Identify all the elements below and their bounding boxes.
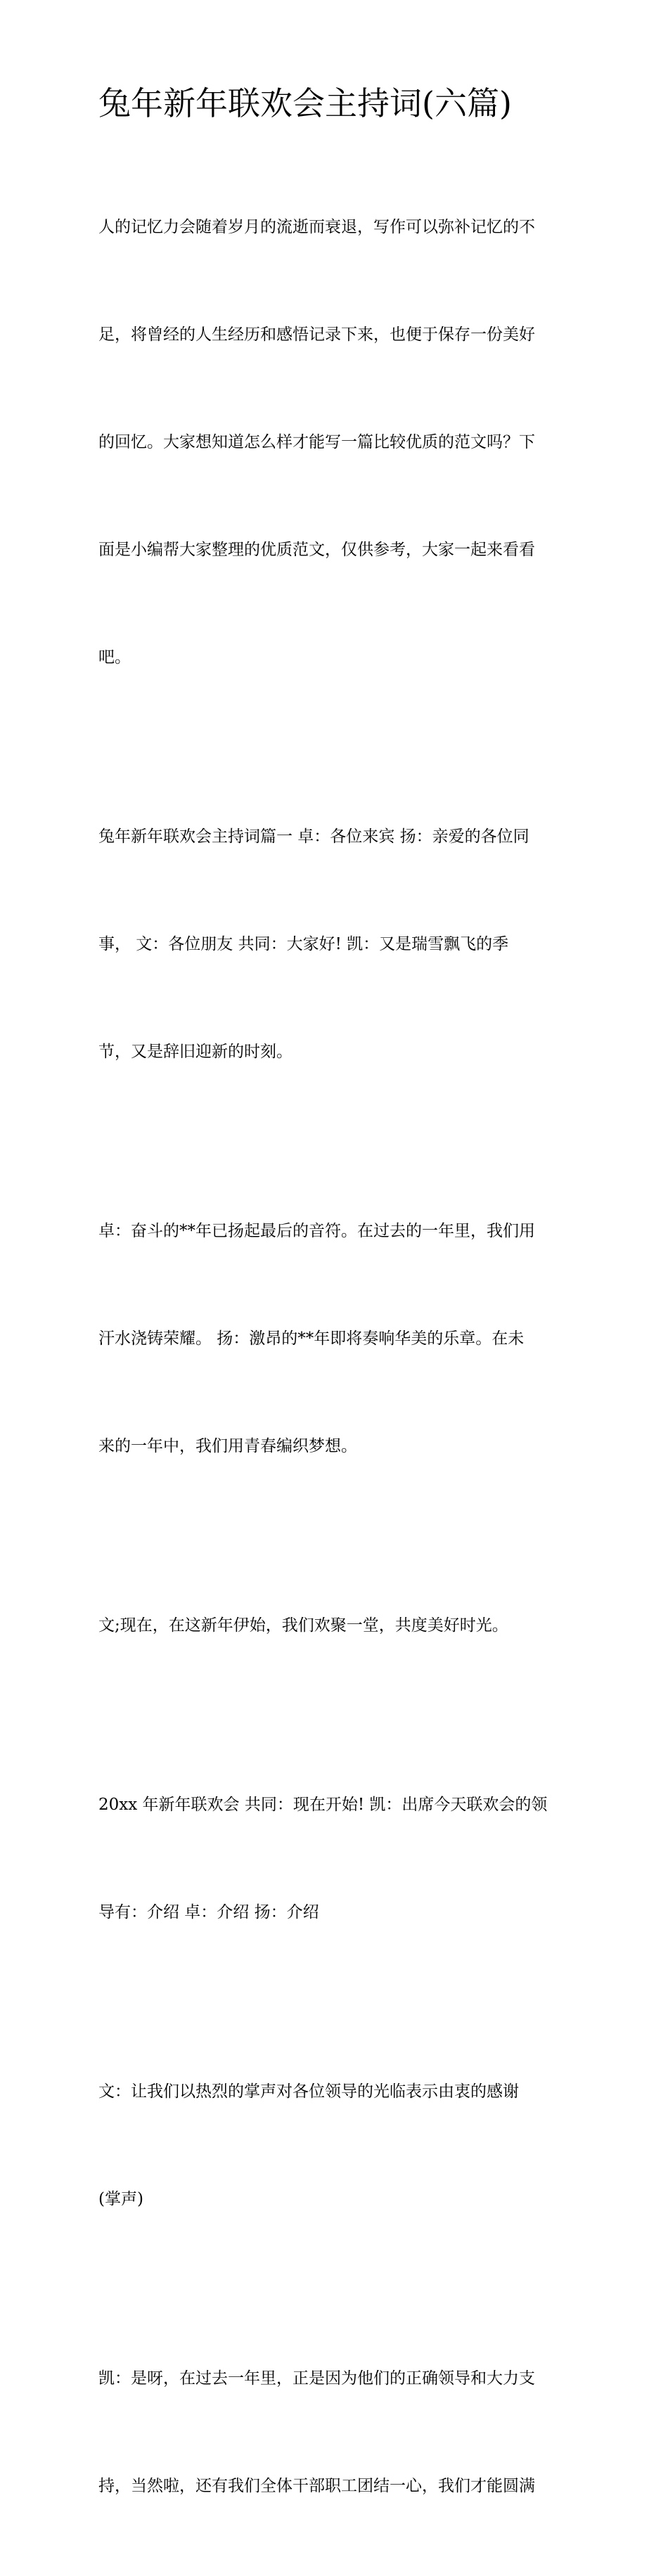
text-line: 节，又是辞旧迎新的时刻。 (98, 1043, 293, 1061)
text-line: 文：让我们以热烈的掌声对各位领导的光临表示由衷的感谢 (98, 2082, 519, 2101)
text-line: 汗水浇铸荣耀。 扬：激昂的**年即将奏响华美的乐章。在未 (98, 1329, 525, 1348)
paragraph-opening (98, 747, 577, 1142)
text-line: 足，将曾经的人生经历和感悟记录下来，也便于保存一份美好 (98, 326, 535, 344)
document-title: 兔年新年联欢会主持词(六篇) (98, 84, 512, 122)
text-line: 文;现在，在这新年伊始，我们欢聚一堂，共度美好时光。 (98, 1616, 508, 1635)
document-body (98, 138, 577, 2576)
text-line: 面是小编帮大家整理的优质范文，仅供参考，大家一起来看看 (98, 541, 535, 559)
text-line: 来的一年中，我们用青春编织梦想。 (98, 1437, 357, 1455)
text-line: 卓：奋斗的**年已扬起最后的音符。在过去的一年里，我们用 (98, 1222, 535, 1240)
paragraph-start (98, 1715, 577, 2002)
paragraph-intro (98, 138, 577, 747)
text-line: 吧。 (98, 648, 131, 666)
text-line: 导有：介绍 卓：介绍 扬：介绍 (98, 1903, 319, 1921)
text-line: 20xx 年新年联欢会 共同：现在开始! 凯：出席今天联欢会的领 (98, 1796, 548, 1814)
paragraph-wen (98, 1536, 577, 1715)
paragraph-thanks (98, 2002, 577, 2289)
paragraph-kai (98, 2289, 577, 2576)
text-line: 兔年新年联欢会主持词篇一 卓：各位来宾 扬：亲爱的各位同 (98, 827, 529, 846)
text-line: (掌声) (98, 2190, 143, 2208)
paragraph-zhuo-yang (98, 1142, 577, 1536)
text-line: 事， 文：各位朋友 共同：大家好! 凯：又是瑞雪飘飞的季 (98, 935, 509, 953)
text-line: 人的记忆力会随着岁月的流逝而衰退，写作可以弥补记忆的不 (98, 218, 535, 236)
text-line: 的回忆。大家想知道怎么样才能写一篇比较优质的范文吗？下 (98, 433, 535, 451)
text-line: 持，当然啦，还有我们全体干部职工团结一心，我们才能圆满 (98, 2477, 535, 2495)
text-line: 凯：是呀，在过去一年里，正是因为他们的正确领导和大力支 (98, 2369, 535, 2388)
